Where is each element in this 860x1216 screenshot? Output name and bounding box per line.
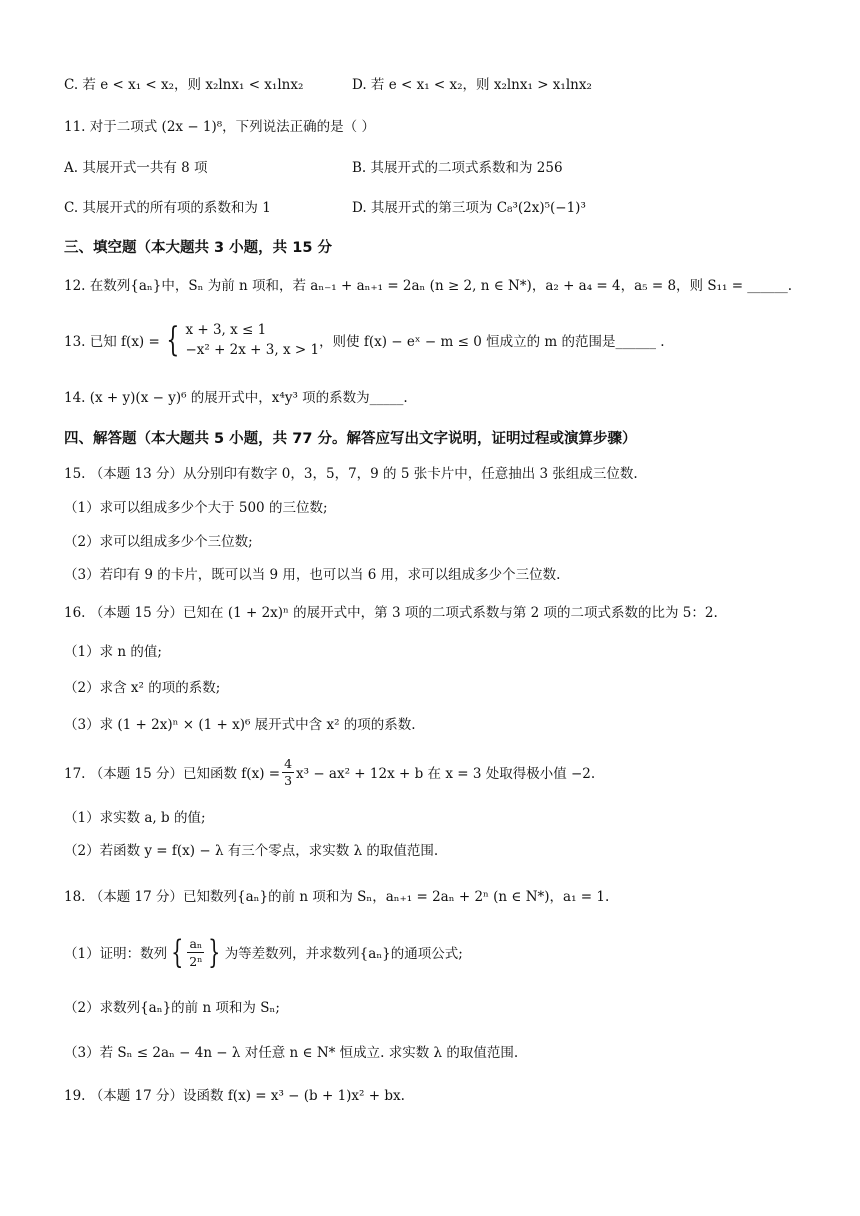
- q18-stem: 18. （本题 17 分）已知数列{aₙ}的前 n 项和为 Sₙ，aₙ₊₁ = 2aₙ + 2ⁿ (n ∈ N*)，a₁ = 1.: [64, 889, 610, 905]
- fraction-an-over-2n: [187, 935, 204, 970]
- q15-part-3: （3）若印有 9 的卡片，既可以当 9 用，也可以当 6 用，求可以组成多少个三位数.: [64, 567, 561, 583]
- fraction-denominator: 3: [284, 772, 293, 788]
- section-3-title: 三、填空题（本大题共 3 小题，共 15 分: [64, 240, 332, 256]
- q11-option-d: D. 其展开式的第三项为 C₈³(2x)⁵(−1)³: [352, 200, 586, 216]
- q15-part-1: （1）求可以组成多少个大于 500 的三位数;: [64, 500, 328, 516]
- q19-stem: 19. （本题 17 分）设函数 f(x) = x³ − (b + 1)x² + bx.: [64, 1088, 405, 1104]
- left-brace: {: [171, 933, 184, 971]
- piecewise-case-2: −x² + 2x + 3, x > 1: [185, 342, 320, 358]
- q17-stem: [64, 752, 595, 792]
- piecewise-cases: [185, 320, 319, 360]
- q11-option-a: A. 其展开式一共有 8 项: [64, 160, 208, 176]
- q16-part-2: （2）求含 x² 的项的系数;: [64, 680, 221, 696]
- q18-part-3: （3）若 Sₙ ≤ 2aₙ − 4n − λ 对任意 n ∈ N* 恒成立. 求实数 λ 的取值范围.: [64, 1045, 519, 1061]
- fraction-4-3: [282, 756, 294, 789]
- q13-text: [64, 318, 665, 362]
- q15-stem: 15. （本题 13 分）从分别印有数字 0，3，5，7，9 的 5 张卡片中，任意抽出 3 张组成三位数.: [64, 466, 638, 482]
- q18-part-2: （2）求数列{aₙ}的前 n 项和为 Sₙ;: [64, 1000, 280, 1016]
- fraction-numerator: aₙ: [189, 935, 203, 951]
- q15-part-2: （2）求可以组成多少个三位数;: [64, 534, 253, 550]
- q16-part-1: （1）求 n 的值;: [64, 644, 162, 660]
- piecewise-brace: {: [166, 320, 180, 360]
- right-brace: }: [208, 933, 221, 971]
- q17-prefix: 17. （本题 15 分）已知函数 f(x) =: [64, 766, 281, 782]
- q18-part-1: [64, 930, 463, 974]
- q14-text: 14. (x + y)(x − y)⁶ 的展开式中，x⁴y³ 项的系数为_____.: [64, 390, 408, 406]
- q18-part-1-suffix: 为等差数列，并求数列{aₙ}的通项公式;: [224, 946, 463, 962]
- piecewise-case-1: x + 3, x ≤ 1: [185, 322, 267, 338]
- section-4-title: 四、解答题（本大题共 5 小题，共 77 分。解答应写出文字说明，证明过程或演算步骤）: [64, 431, 637, 447]
- q17-part-1: （1）求实数 a, b 的值;: [64, 810, 206, 826]
- q11-stem: 11. 对于二项式 (2x − 1)⁸，下列说法正确的是（ ）: [64, 119, 375, 135]
- fraction-denominator: 2ⁿ: [189, 953, 203, 969]
- q16-stem: 16. （本题 15 分）已知在 (1 + 2x)ⁿ 的展开式中，第 3 项的二项式系数与第 2 项的二项式系数的比为 5：2.: [64, 605, 718, 621]
- q13-prefix: 13. 已知 f(x) =: [64, 334, 160, 350]
- q17-part-2: （2）若函数 y = f(x) − λ 有三个零点，求实数 λ 的取值范围.: [64, 843, 439, 859]
- q12-text: 12. 在数列{aₙ}中，Sₙ 为前 n 项和，若 aₙ₋₁ + aₙ₊₁ = 2aₙ (n ≥ 2, n ∈ N*)，a₂ + a₄ = 4，a₅ = 8，则 S₁₁ = ______.: [64, 278, 793, 294]
- q11-option-c: C. 其展开式的所有项的系数和为 1: [64, 200, 271, 216]
- q17-suffix: x³ − ax² + 12x + b 在 x = 3 处取得极小值 −2.: [296, 766, 596, 782]
- q18-part-1-prefix: （1）证明：数列: [64, 946, 168, 962]
- q16-part-3: （3）求 (1 + 2x)ⁿ × (1 + x)⁶ 展开式中含 x² 的项的系数.: [64, 717, 416, 733]
- q10-option-d: D. 若 e < x₁ < x₂，则 x₂lnx₁ > x₁lnx₂: [352, 77, 592, 93]
- fraction-numerator: 4: [284, 755, 293, 771]
- q10-option-c: C. 若 e < x₁ < x₂，则 x₂lnx₁ < x₁lnx₂: [64, 77, 304, 93]
- q11-option-b: B. 其展开式的二项式系数和为 256: [352, 160, 563, 176]
- q13-suffix: ，则使 f(x) − eˣ − m ≤ 0 恒成立的 m 的范围是______ .: [319, 334, 665, 350]
